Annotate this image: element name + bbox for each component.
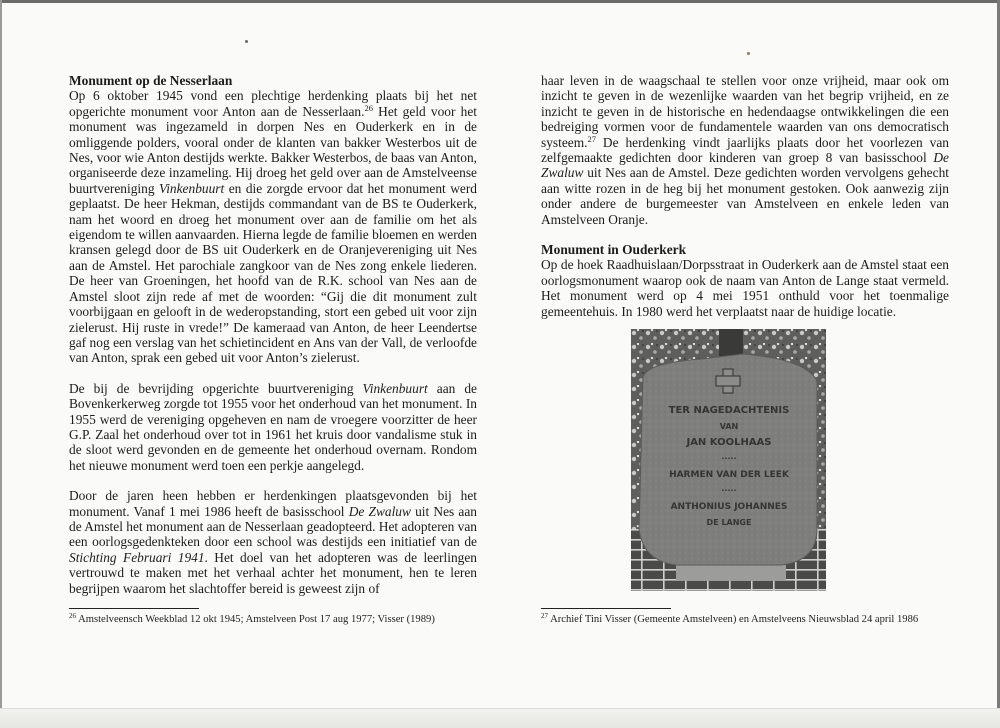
inscription-line: JAN KOOLHAAS xyxy=(686,437,772,448)
footnote-ref[interactable]: 27 xyxy=(587,133,596,144)
scan-speck xyxy=(245,40,248,43)
section-heading-ouderkerk: Monument in Ouderkerk xyxy=(541,242,687,258)
scan-border-bottom xyxy=(0,708,1000,728)
inscription-line: HARMEN VAN DER LEEK xyxy=(669,470,789,480)
footnote-divider xyxy=(69,608,199,609)
paragraph: Door de jaren heen hebben er herdenkingen plaatsgevonden bij het monument. Vanaf 1 mei 1986 heeft de basisschool De Zwaluw uit Nes aan de Amstel het monument aan de Nesserlaan geadopteerd. Het adopteren van een oorlogsgedenkteken door een school was destijds een initiatief van de Stichting Februari 1941. Het doel van het adopteren was de leerlingen vertrouwd te maken met het verhaal achter het monument, hen te leren begrijpen waarom het slachtoffer bereid is geweest zijn of xyxy=(69,488,477,596)
inscription-line: DE LANGE xyxy=(706,518,752,527)
scan-border-top xyxy=(0,0,1000,3)
footnote-26: $^{26}$ Amstelveensch Weekblad 12 okt 1945; Amstelveen Post 17 aug 1977; Visser (1989) xyxy=(69,612,435,625)
paragraph: Op 6 oktober 1945 vond een plechtige herdenking plaats bij het net opgerichte monument voor Anton aan de Nesserlaan.$^{26}$ Het geld voor het monument was ingezameld in dorpen Nes en Ouderkerk en in de omliggende polders, vooral onder de klanten van bakker Westerbos uit de Nes, voor wie Anton destijds werkte. Bakker Westerbos, de baas van Anton, organiseerde deze inzameling. Hij droeg het geld over aan de Amstelveense buurtvereniging Vinkenbuurt en die zorgde ervoor dat het monument werd geplaatst. De heer Hekman, destijds commandant van de BS te Ouderkerk, nam het woord en droeg het monument over aan de familie om het als eigendom te willen aanvaarden. Hierna legde de familie bloemen en werden kransen gelegd door de BS uit Ouderkerk en de Oranjevereniging uit Nes aan de Amstel. Het parochiale zangkoor van de Nes zong enkele liederen. De heer van Groeningen, het hoofd van de R.K. school van Nes aan de Amstel sloot zijn rede af met de woorden: “Gij die dit monument zult voorbijgaan en gelooft in de wederopstanding, stort een gebed uit voor zijn zielerust. Hij ruste in vrede!” De kameraad van Anton, de heer Leendertse gaf nog een verslag van het schietincident en Ans van der Vall, de verloofde van Anton, sprak een gebed uit voor Anton’s zielerust. xyxy=(69,88,478,366)
paragraph: haar leven in de waagschaal te stellen voor onze vrijheid, maar ook om inzicht te geven in de wezenlijke waarden van het begrip vrijheid, en ze inzicht te geven in de historische en hedendaagse ontwikkelingen die een bedreiging vormen voor de fundamentele waarden van ons democratisch systeem.$^{27}$ De herdenking vindt jaarlijks plaats door het voorlezen van zelfgemaakte gedichten door kinderen van groep 8 van basisschool De Zwaluw uit Nes aan de Amstel. Deze gedichten worden vervolgens gehecht aan witte rozen in de heg bij het monument gestoken. Ook aanwezig zijn onder andere de burgemeester van Amstelveen en enkele leden van Amstelveen Oranje. xyxy=(541,73,949,227)
paragraph: Op de hoek Raadhuislaan/Dorpsstraat in Ouderkerk aan de Amstel staat een oorlogsmonument waarop ook de naam van Anton de Lange staat vermeld. Het monument werd op 4 mei 1951 onthuld voor het toenmalige gemeentehuis. In 1980 werd het verplaatst naar de huidige locatie. xyxy=(541,257,949,319)
monument-photo xyxy=(631,329,826,591)
paragraph: De bij de bevrijding opgerichte buurtvereniging Vinkenbuurt aan de Bovenkerkerweg zorgde tot 1955 voor het onderhoud van het monument. In 1955 werd de vereniging opgeheven en nam de vroegere voorzitter de heer G.P. Zaal het onderhoud over tot in 1961 het kruis door vandalisme stuk in de sloot werd gevonden en de gemeente het onderhoud overnam. Rondom het nieuwe monument werd toen een perkje aangelegd. xyxy=(69,380,477,473)
left-column xyxy=(69,73,477,596)
scan-speck xyxy=(747,52,750,55)
inscription-line: VAN xyxy=(719,422,739,431)
section-heading-nesserlaan: Monument op de Nesserlaan xyxy=(69,73,233,88)
right-column xyxy=(541,73,949,319)
inscription-line: TER NAGEDACHTENIS xyxy=(668,405,790,416)
scan-border-left xyxy=(0,0,2,727)
footnote-ref[interactable]: 26 xyxy=(364,102,373,113)
footnote-divider xyxy=(541,608,671,609)
inscription-line: ····· xyxy=(721,486,737,495)
footnote-27: $^{27}$ Archief Tini Visser (Gemeente Amstelveen) en Amstelveens Nieuwsblad 24 april 1986 xyxy=(541,612,919,625)
inscription-line: ANTHONIUS JOHANNES xyxy=(670,502,788,512)
inscription-line: ····· xyxy=(721,454,737,463)
monument-photo-graphic xyxy=(631,329,826,591)
